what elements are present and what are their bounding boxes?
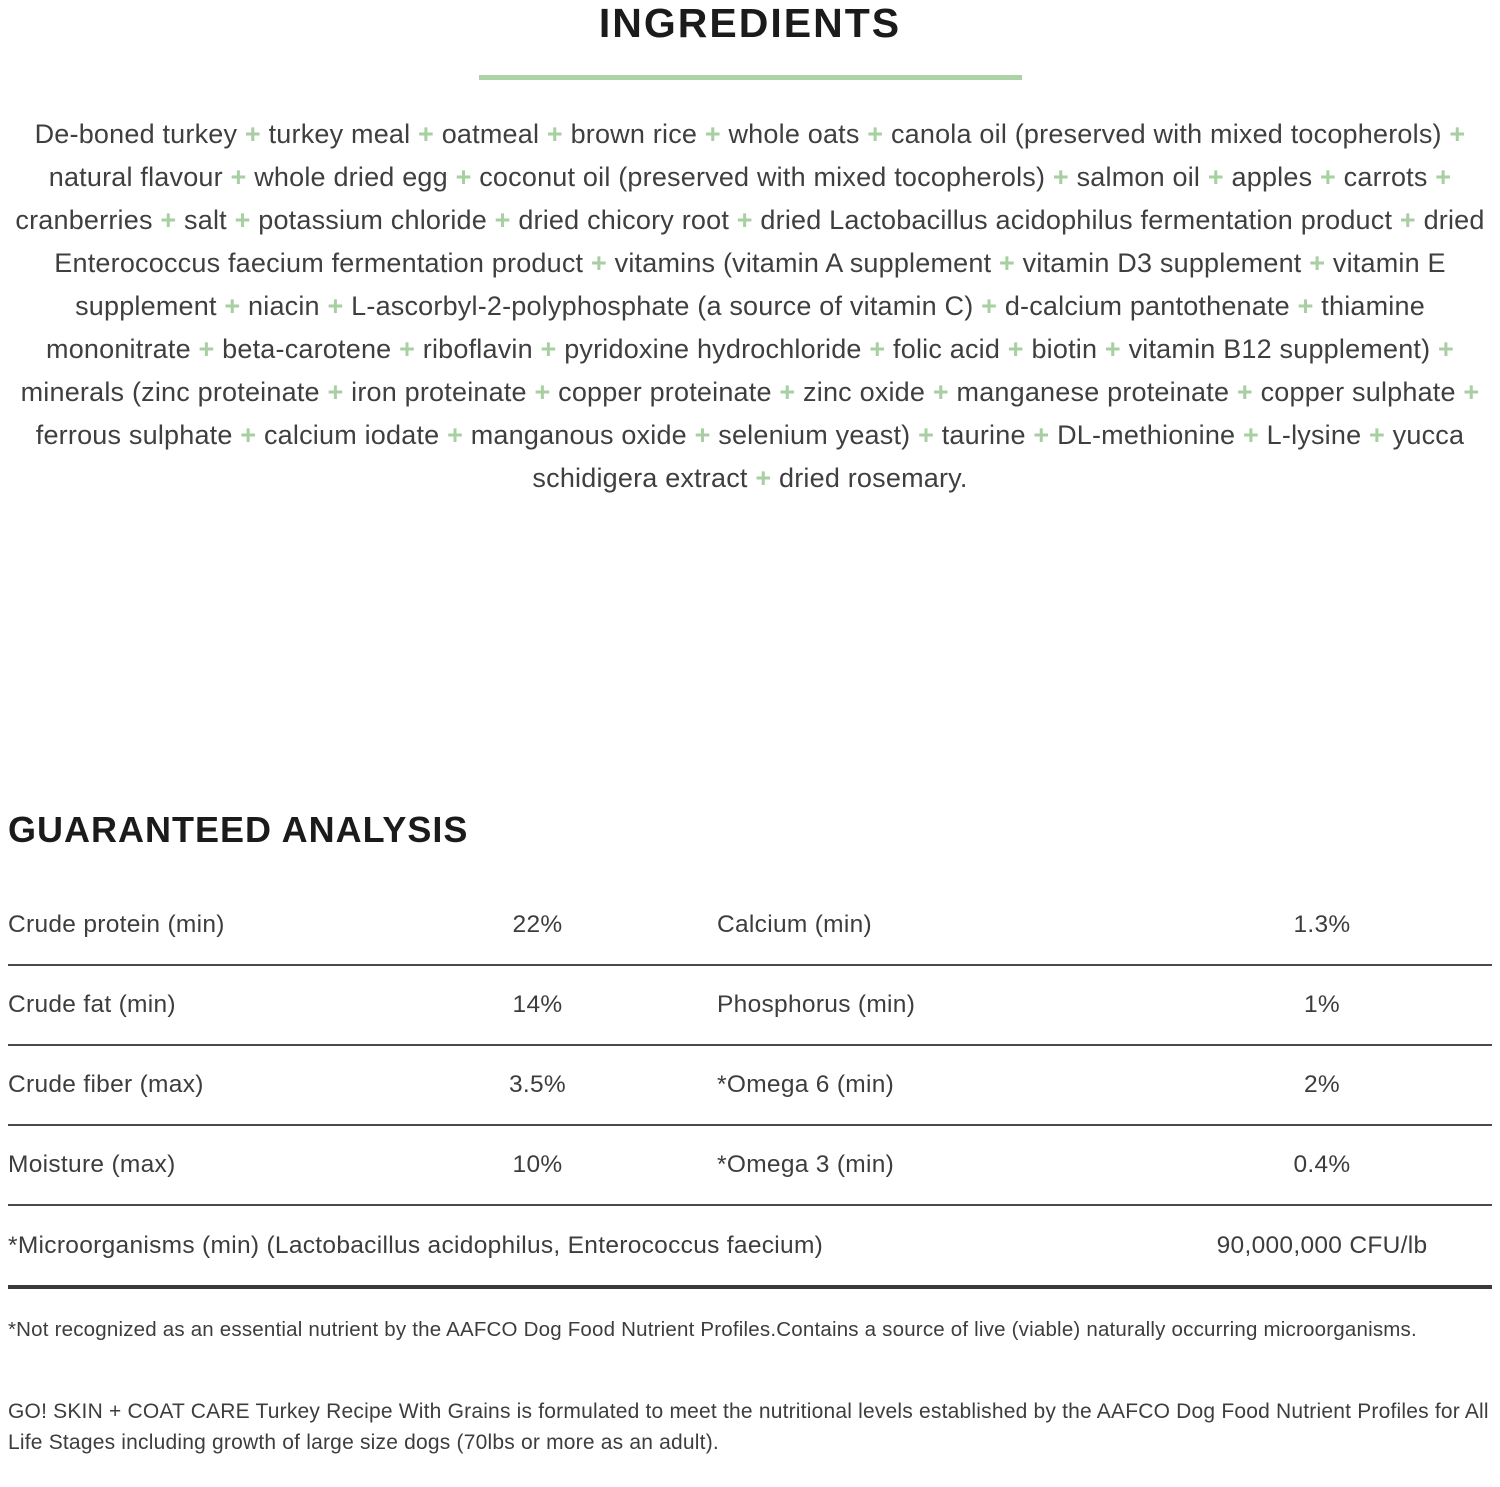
plus-icon: +: [546, 119, 563, 149]
ingredient-item: L-ascorbyl-2-polyphosphate (a source of vitamin C): [351, 291, 974, 321]
analysis-value-left: 22%: [512, 911, 563, 938]
ingredient-item: niacin: [248, 291, 320, 321]
plus-icon: +: [1435, 162, 1452, 192]
analysis-label-left: Crude fat (min): [8, 991, 176, 1018]
table-row: [8, 966, 1492, 1046]
plus-icon: +: [230, 162, 247, 192]
ingredient-item: apples: [1231, 162, 1313, 192]
ingredient-item: salmon oil: [1076, 162, 1201, 192]
plus-icon: +: [867, 119, 884, 149]
analysis-label-right: *Omega 6 (min): [717, 1071, 895, 1098]
plus-icon: +: [1297, 291, 1314, 321]
analysis-table: [8, 886, 1492, 1289]
green-divider: [479, 75, 1022, 80]
ingredient-item: DL-methionine: [1057, 420, 1236, 450]
ingredient-item: folic acid: [893, 334, 1001, 364]
ingredient-item: iron proteinate: [351, 377, 527, 407]
analysis-value-left: 10%: [512, 1151, 563, 1178]
plus-icon: +: [1007, 334, 1024, 364]
ingredient-item: canola oil (preserved with mixed tocopherols): [890, 119, 1442, 149]
ingredient-item: carrots: [1343, 162, 1428, 192]
ingredient-item: cranberries: [15, 205, 153, 235]
plus-icon: +: [447, 420, 464, 450]
microorganisms-row: [8, 1206, 1492, 1289]
aafco-statement: GO! SKIN + COAT CARE Turkey Recipe With Grains is formulated to meet the nutritional levels established by the AAFCO Dog Food Nutrient Profiles for All Life Stages including growth of large size dogs (70lbs or more as an adult).: [8, 1400, 1489, 1454]
plus-icon: +: [1369, 420, 1385, 450]
ingredients-section: [0, 0, 1500, 500]
analysis-value-right: 1.3%: [1293, 911, 1351, 938]
plus-icon: +: [399, 334, 416, 364]
plus-icon: +: [999, 248, 1015, 278]
analysis-value-right: 1%: [1303, 991, 1340, 1018]
ingredient-item: vitamin B12 supplement): [1128, 334, 1431, 364]
plus-icon: +: [418, 119, 435, 149]
analysis-footnote: *Not recognized as an essential nutrient by the AAFCO Dog Food Nutrient Profiles.Contains a source of live (viable) naturally occurring microorganisms.: [8, 1318, 1417, 1341]
plus-icon: +: [327, 291, 344, 321]
ingredient-item: zinc oxide: [803, 377, 926, 407]
guaranteed-analysis-section: [0, 809, 1500, 1458]
ingredient-item: biotin: [1031, 334, 1098, 364]
analysis-label-right: *Omega 3 (min): [717, 1151, 895, 1178]
ingredient-item: whole dried egg: [254, 162, 448, 192]
ingredient-item: calcium iodate: [263, 420, 440, 450]
ingredients-title: INGREDIENTS: [598, 0, 902, 46]
plus-icon: +: [1399, 205, 1416, 235]
ingredient-item: thiamine mononitrate: [46, 291, 1425, 364]
plus-icon: +: [704, 119, 721, 149]
analysis-label-left: Crude protein (min): [8, 911, 225, 938]
ingredient-item: salt: [184, 205, 227, 235]
plus-icon: +: [494, 205, 511, 235]
plus-icon: +: [198, 334, 215, 364]
ingredient-item: brown rice: [570, 119, 698, 149]
plus-icon: +: [224, 291, 241, 321]
plus-icon: +: [694, 420, 711, 450]
ingredient-item: turkey meal: [268, 119, 411, 149]
analysis-value-left: 3.5%: [508, 1071, 567, 1098]
ingredient-item: beta-carotene: [222, 334, 392, 364]
ingredient-item: d-calcium pantothenate: [1004, 291, 1290, 321]
ingredient-item: vitamin E supplement: [75, 248, 1446, 321]
ingredient-item: manganese proteinate: [956, 377, 1230, 407]
plus-icon: +: [1449, 119, 1466, 149]
ingredient-item: copper sulphate: [1260, 377, 1456, 407]
ingredient-item: L-lysine: [1266, 420, 1362, 450]
ingredients-text: [4, 113, 1496, 500]
plus-icon: +: [1463, 377, 1480, 407]
microorganisms-value: 90,000,000 CFU/lb: [1216, 1231, 1428, 1259]
ingredient-item: dried Lactobacillus acidophilus fermentation product: [760, 205, 1393, 235]
ingredient-item: dried rosemary.: [779, 463, 968, 493]
ingredient-item: yucca schidigera extract: [532, 420, 1465, 493]
plus-icon: +: [244, 119, 261, 149]
ingredient-item: natural flavour: [48, 162, 223, 192]
plus-icon: +: [1438, 334, 1454, 364]
analysis-label-left: Moisture (max): [8, 1151, 176, 1178]
ingredient-item: ferrous sulphate: [35, 420, 233, 450]
ingredient-item: oatmeal: [441, 119, 540, 149]
plus-icon: +: [160, 205, 177, 235]
ingredient-item: manganous oxide: [470, 420, 687, 450]
guaranteed-analysis-title: GUARANTEED ANALYSIS: [8, 809, 469, 850]
plus-icon: +: [755, 463, 772, 493]
plus-icon: +: [327, 377, 344, 407]
ingredient-item: riboflavin: [422, 334, 533, 364]
plus-icon: +: [1033, 420, 1050, 450]
analysis-label-right: Phosphorus (min): [717, 991, 916, 1018]
ingredient-item: vitamins (vitamin A supplement: [614, 248, 992, 278]
ingredient-item: whole oats: [728, 119, 860, 149]
ingredient-item: pyridoxine hydrochloride: [564, 334, 862, 364]
ingredient-item: taurine: [941, 420, 1026, 450]
table-row: [8, 886, 1492, 966]
ingredient-item: selenium yeast): [718, 420, 911, 450]
plus-icon: +: [1309, 248, 1326, 278]
plus-icon: +: [918, 420, 935, 450]
plus-icon: +: [540, 334, 557, 364]
plus-icon: +: [1242, 420, 1259, 450]
analysis-label-left: Crude fiber (max): [8, 1071, 204, 1098]
ingredient-item: vitamin D3 supplement: [1022, 248, 1302, 278]
analysis-label-right: Calcium (min): [717, 911, 872, 938]
ingredient-item: minerals (zinc proteinate: [20, 377, 320, 407]
ingredient-item: dried chicory root: [518, 205, 730, 235]
plus-icon: +: [1052, 162, 1069, 192]
table-row: [8, 1126, 1492, 1206]
plus-icon: +: [736, 205, 753, 235]
plus-icon: +: [1207, 162, 1224, 192]
ingredient-item: De-boned turkey: [34, 119, 238, 149]
plus-icon: +: [234, 205, 251, 235]
table-row: [8, 1046, 1492, 1126]
plus-icon: +: [1236, 377, 1253, 407]
microorganisms-label: *Microorganisms (min) (Lactobacillus acidophilus, Enterococcus faecium): [8, 1231, 824, 1259]
plus-icon: +: [1319, 162, 1336, 192]
plus-icon: +: [455, 162, 472, 192]
ingredient-item: dried Enterococcus faecium fermentation product: [54, 205, 1485, 278]
ingredient-item: coconut oil (preserved with mixed tocopherols): [479, 162, 1046, 192]
ingredient-item: potassium chloride: [258, 205, 487, 235]
plus-icon: +: [534, 377, 551, 407]
plus-icon: +: [779, 377, 796, 407]
analysis-value-right: 0.4%: [1293, 1151, 1351, 1178]
ingredient-item: copper proteinate: [558, 377, 772, 407]
plus-icon: +: [1104, 334, 1121, 364]
analysis-value-left: 14%: [512, 991, 563, 1018]
plus-icon: +: [932, 377, 949, 407]
plus-icon: +: [869, 334, 886, 364]
plus-icon: +: [590, 248, 607, 278]
plus-icon: +: [240, 420, 257, 450]
plus-icon: +: [981, 291, 998, 321]
analysis-value-right: 2%: [1303, 1071, 1340, 1098]
